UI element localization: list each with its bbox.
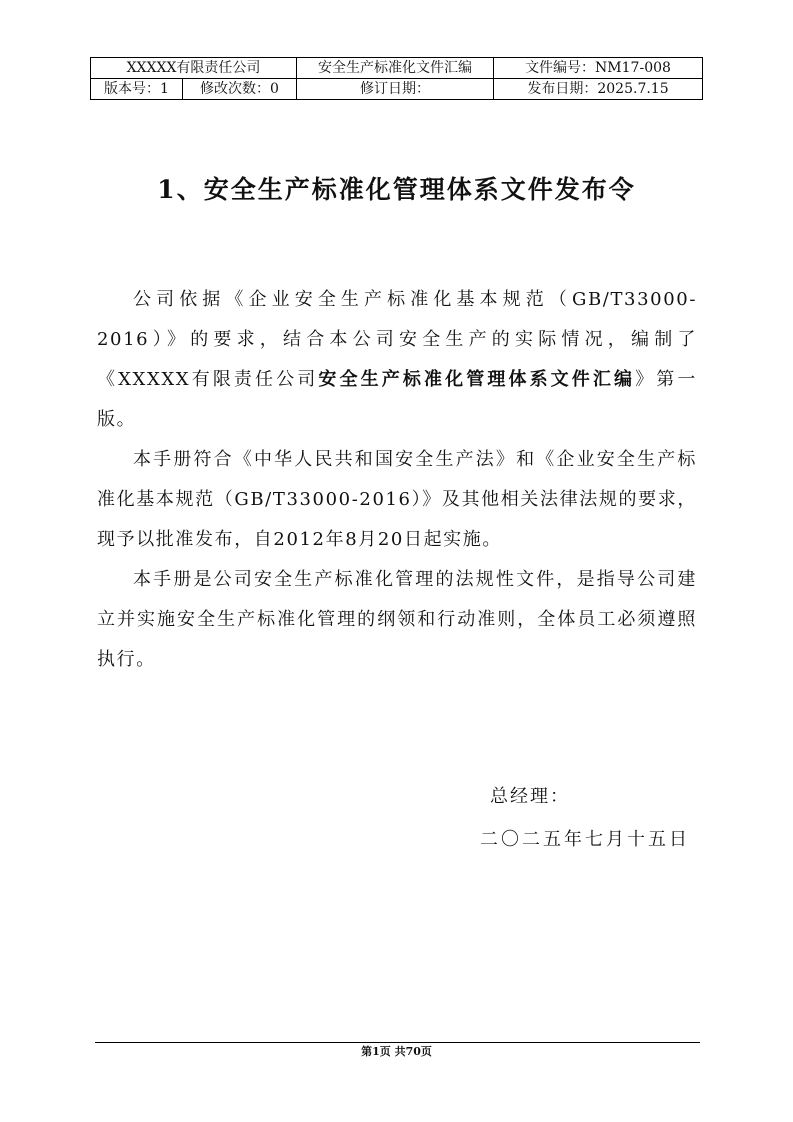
- publish-date: 发布日期：2025.7.15: [494, 79, 703, 100]
- header-row-2: [91, 79, 703, 100]
- version-number: 版本号：1: [91, 79, 183, 100]
- signer-label: 总经理：: [490, 786, 570, 807]
- doc-number: 文件编号：NM17-008: [494, 58, 703, 79]
- paragraph-1-text-a: 公司依据《企业安全生产标准化基本规范（GB/T33000-2016）》的要求，结合本公司安全生产的实际情况，编制了《XXXXX有限责任公司: [97, 289, 697, 390]
- paragraph-2: 本手册符合《中华人民共和国安全生产法》和《企业安全生产标准化基本规范（GB/T33000-2016）》及其他相关法律法规的要求，现予以批准发布，自2012年8月20日起实施。: [97, 449, 697, 550]
- revision-date: 修订日期：: [297, 79, 494, 100]
- doc-collection-name: 安全生产标准化文件汇编: [297, 58, 494, 79]
- paragraph-1: [97, 280, 697, 440]
- signature-date: 二〇二五年七月十五日: [480, 829, 690, 850]
- revision-count: 修改次数：0: [183, 79, 297, 100]
- paragraph-3: 本手册是公司安全生产标准化管理的法规性文件，是指导公司建立并实施安全生产标准化管理的纲领和行动准则，全体员工必须遵照执行。: [97, 569, 697, 670]
- company-name: XXXXX有限责任公司: [91, 58, 297, 79]
- paragraph-1-bold-title: 安全生产标准化管理体系文件汇编: [318, 369, 636, 390]
- document-header-table: [90, 57, 703, 100]
- document-title: 1、安全生产标准化管理体系文件发布令: [157, 175, 636, 204]
- header-row-1: [91, 58, 703, 79]
- document-body: [97, 280, 697, 680]
- page-number: 第1页 共70页: [361, 1045, 432, 1058]
- paragraph-1-text-b: 》第一版。: [97, 369, 697, 430]
